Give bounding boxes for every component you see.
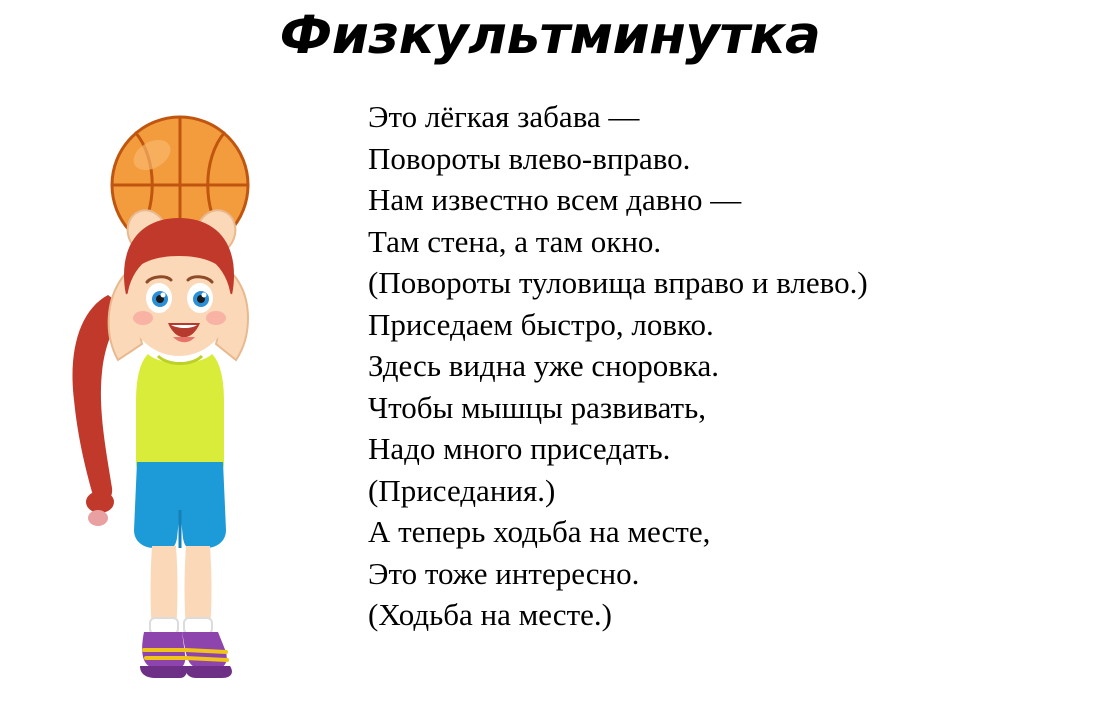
poem-line: Там стена, а там окно.: [368, 223, 662, 259]
poem-line: Повороты влево-вправо.: [368, 140, 691, 176]
shoes-icon: [140, 632, 232, 678]
girl-with-basketball-illustration: [40, 110, 340, 710]
poem-text: [368, 96, 1088, 636]
poem-line: Чтобы мышцы развивать,: [368, 389, 706, 425]
shirt-icon: [136, 354, 224, 480]
poem-line: Нам известно всем давно —: [368, 182, 742, 217]
poem-line: (Приседания.): [368, 472, 556, 508]
poem-line: Это тоже интересно.: [368, 555, 640, 591]
poem-line: (Повороты туловища вправо и влево.): [368, 265, 868, 300]
shorts-icon: [134, 462, 226, 548]
poem-line: (Ходьба на месте.): [368, 597, 612, 632]
girl-with-basketball-icon: [40, 110, 340, 710]
poem-line: Это лёгкая забава —: [368, 99, 640, 134]
page-title: Физкультминутка: [279, 5, 821, 66]
head-icon: [121, 218, 237, 356]
poem-line: Приседаем быстро, ловко.: [368, 306, 714, 342]
poem-line: Здесь видна уже сноровка.: [368, 348, 720, 383]
poem-line: А теперь ходьба на месте,: [368, 514, 711, 549]
poem-line: Надо много приседать.: [368, 431, 671, 466]
legs-icon: [150, 546, 212, 634]
